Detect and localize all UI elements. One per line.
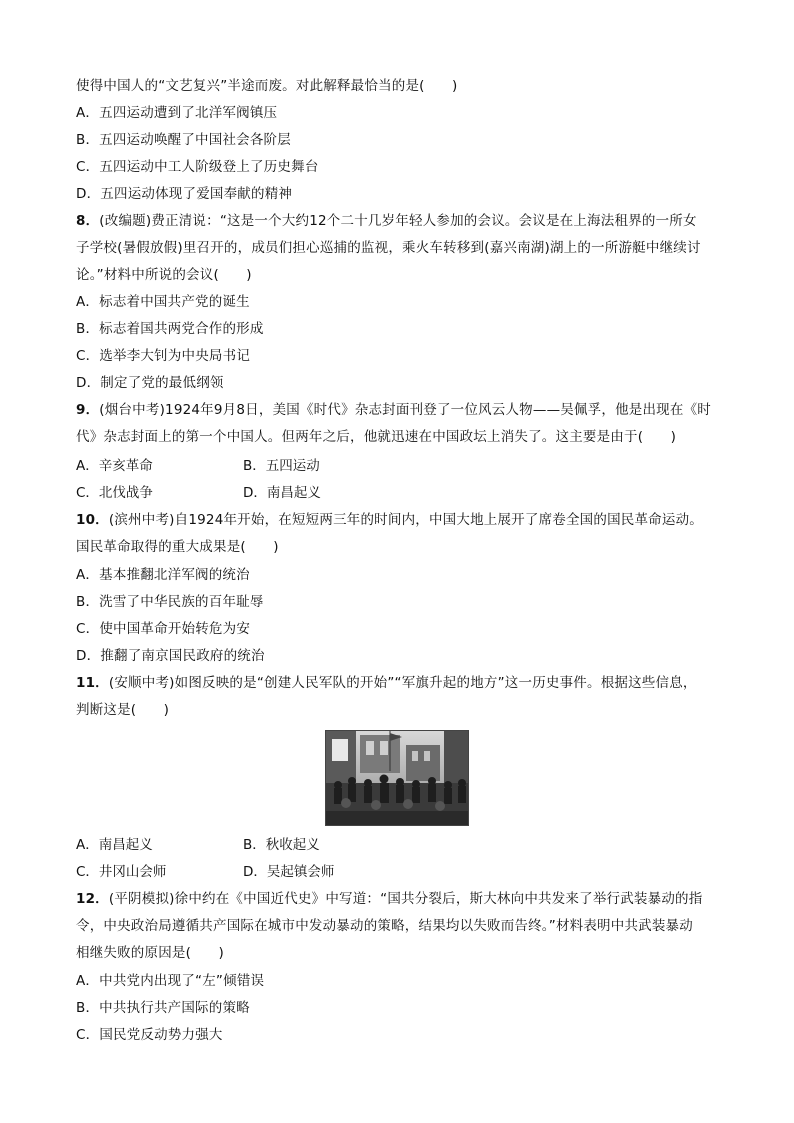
question-7-stem-end: 使得中国人的“文艺复兴”半途而废。对此解释最恰当的是( ) — [76, 78, 458, 94]
question-11-option-c: C．井冈山会师 — [76, 864, 167, 880]
question-9-options-row-2 — [76, 484, 321, 502]
question-8-option-a: A．标志着中国共产党的诞生 — [76, 294, 250, 310]
question-10-option-b: B．洗雪了中华民族的百年耻辱 — [76, 594, 264, 610]
question-11-options-row-2 — [76, 863, 335, 881]
question-7-option-d: D．五四运动体现了爱国奉献的精神 — [76, 186, 293, 202]
question-12-number: 12． — [76, 891, 109, 907]
question-8-option-d: D．制定了党的最低纲领 — [76, 375, 224, 391]
question-7-option-b: B．五四运动唤醒了中国社会各阶层 — [76, 132, 291, 148]
question-11-option-d: D．吴起镇会师 — [243, 864, 335, 880]
question-8-option-b: B．标志着国共两党合作的形成 — [76, 321, 264, 337]
question-9-option-b: B．五四运动 — [243, 458, 320, 474]
question-12-stem-line-3: 相继失败的原因是( ) — [76, 945, 224, 961]
question-8-number: 8． — [76, 213, 100, 229]
question-11-number: 11． — [76, 675, 109, 691]
question-8-option-c: C．选举李大钊为中央局书记 — [76, 348, 251, 364]
question-12-stem-line-2: 令，中央政治局遵循共产国际在城市中发动暴动的策略，结果均以失败而告终。”材料表明中共武装暴动 — [76, 918, 693, 934]
question-9-option-d: D．南昌起义 — [243, 485, 321, 501]
question-12-stem-line-1: 12．(平阴模拟)徐中约在《中国近代史》中写道：“国共分裂后，斯大林向中共发来了举行武装暴动的指 — [76, 891, 703, 907]
question-9-option-a: A．辛亥革命 — [76, 458, 153, 474]
question-7-option-c: C．五四运动中工人阶级登上了历史舞台 — [76, 159, 319, 175]
question-10-option-c: C．使中国革命开始转危为安 — [76, 621, 251, 637]
question-8-stem-line-2: 子学校(暑假放假)里召开的，成员们担心巡捕的监视，乘火车转移到(嘉兴南湖)湖上的一所游艇中继续讨 — [76, 240, 701, 256]
question-12-option-a: A．中共党内出现了“左”倾错误 — [76, 973, 265, 989]
question-9-stem-line-1: 9．(烟台中考)1924年9月8日，美国《时代》杂志封面刊登了一位风云人物——吴佩孚，他是出现在《时 — [76, 402, 711, 418]
question-11-stem-line-2: 判断这是( ) — [76, 702, 170, 718]
question-10-stem-line-2: 国民革命取得的重大成果是( ) — [76, 539, 279, 555]
question-9-options-row-1 — [76, 457, 320, 475]
question-9-option-c: C．北伐战争 — [76, 485, 153, 501]
question-9-number: 9． — [76, 402, 100, 418]
question-11-options-row-1 — [76, 836, 320, 854]
question-8-stem-line-1: 8．(改编题)费正清说：“这是一个大约12个二十几岁年轻人参加的会议。会议是在上海法租界的一所女 — [76, 213, 697, 229]
question-11-stem-line-1: 11．(安顺中考)如图反映的是“创建人民军队的开始”“军旗升起的地方”这一历史事件。根据这些信息， — [76, 675, 697, 691]
question-12-option-c: C．国民党反动势力强大 — [76, 1027, 223, 1043]
question-10-stem-line-1: 10．(滨州中考)自1924年开始，在短短两三年的时间内，中国大地上展开了席卷全国的国民革命运动。 — [76, 512, 703, 528]
question-7-option-a: A．五四运动遭到了北洋军阀镇压 — [76, 105, 278, 121]
question-10-number: 10． — [76, 512, 109, 528]
question-9-stem-line-2: 代》杂志封面上的第一个中国人。但两年之后，他就迅速在中国政坛上消失了。这主要是由于( ) — [76, 429, 677, 445]
question-11-option-b: B．秋收起义 — [243, 837, 320, 853]
nanchang-uprising-photo — [325, 730, 469, 826]
question-10-option-d: D．推翻了南京国民政府的统治 — [76, 648, 265, 664]
question-8-stem-line-3: 论。”材料中所说的会议( ) — [76, 267, 252, 283]
question-10-option-a: A．基本推翻北洋军阀的统治 — [76, 567, 250, 583]
question-12-option-b: B．中共执行共产国际的策略 — [76, 1000, 250, 1016]
historical-scene-illustration — [326, 731, 468, 825]
question-11-option-a: A．南昌起义 — [76, 837, 153, 853]
